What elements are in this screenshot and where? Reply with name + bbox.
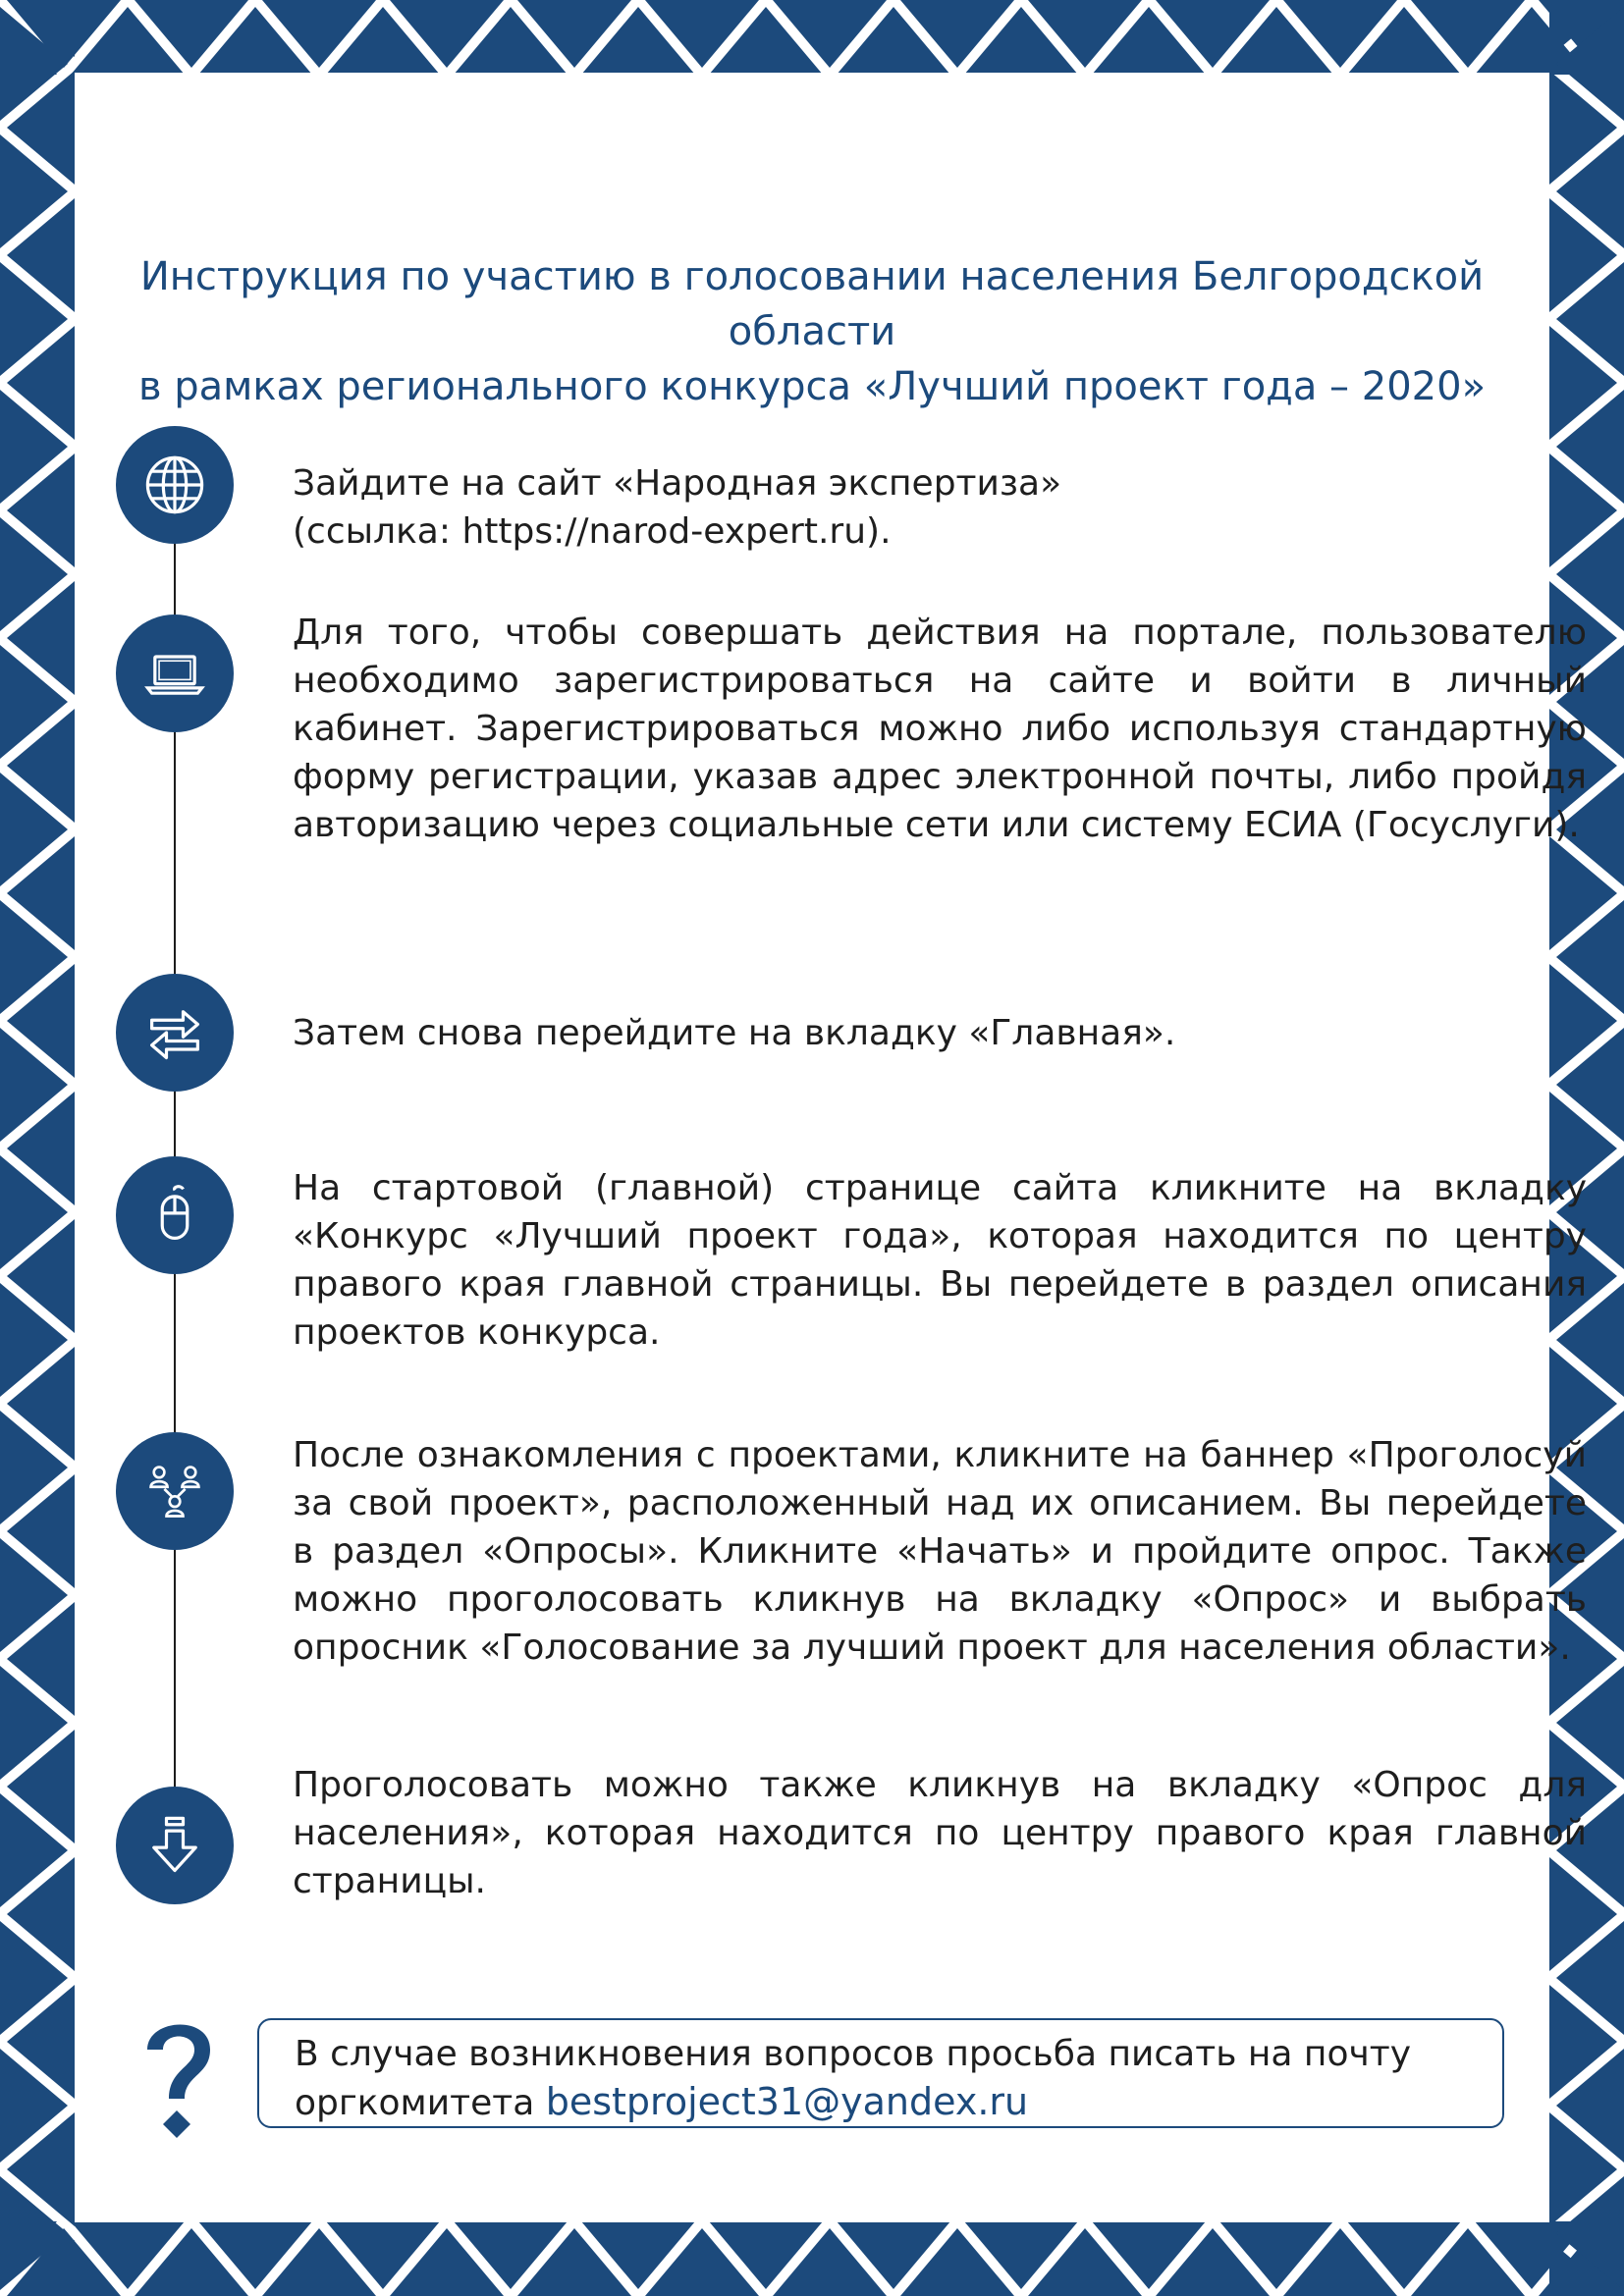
step-4-text: На стартовой (главной) странице сайта кликните на вкладку «Конкурс «Лучший проект года», которая находится по центру правого края главной страницы. Вы перейдете в раздел описания проектов конкурса.	[293, 1168, 1587, 1353]
content-panel	[75, 73, 1587, 2222]
step-1-line-2: (ссылка: https://narod-expert.ru).	[293, 511, 892, 552]
people-network-icon	[116, 1432, 234, 1550]
question-mark-icon	[124, 2004, 232, 2152]
contact-line-2	[295, 2078, 1483, 2127]
step-5-text: После ознакомления с проектами, кликните на баннер «Проголосуй за свой проект», расположенный над их описанием. Вы перейдете в раздел «Опросы». Кликните «Начать» и пройдите опрос. Также можно проголосовать кликнув на вкладку «Опрос» и выбрать опросник «Голосование за лучший проект для населения области».	[293, 1435, 1587, 1668]
step-1-line-1: Зайдите на сайт «Народная экспертиза»	[293, 463, 1062, 504]
laptop-icon	[116, 614, 234, 732]
step-6-text: Проголосовать можно также кликнув на вкладку «Опрос для населения», которая находится по центру правого края главной страницы.	[293, 1765, 1587, 1901]
step-2-text: Для того, чтобы совершать действия на портале, пользователю необходимо зарегистрироваться на сайте и войти в личный кабинет. Зарегистрироваться можно либо используя стандартную форму регистрации, указав адрес электронной почты, либо пройдя авторизацию через социальные сети или систему ЕСИА (Госуслуги).	[293, 613, 1587, 845]
contact-line-1: В случае возникновения вопросов просьба писать на почту	[295, 2034, 1412, 2074]
contact-email-link[interactable]: bestproject31@yandex.ru	[545, 2080, 1029, 2123]
globe-icon	[116, 426, 234, 544]
contact-prefix: оргкомитета	[295, 2083, 535, 2123]
mouse-icon	[116, 1156, 234, 1274]
page-title	[75, 249, 1549, 414]
arrows-swap-icon	[116, 974, 234, 1092]
step-1-text	[293, 459, 1587, 556]
contact-box	[257, 2018, 1504, 2128]
step-3-text: Затем снова перейдите на вкладку «Главная».	[293, 1013, 1176, 1053]
title-line-1: Инструкция по участию в голосовании населения Белгородской области	[139, 254, 1485, 354]
title-line-2: в рамках регионального конкурса «Лучший проект года – 2020»	[137, 364, 1487, 409]
download-arrow-icon	[116, 1787, 234, 1904]
